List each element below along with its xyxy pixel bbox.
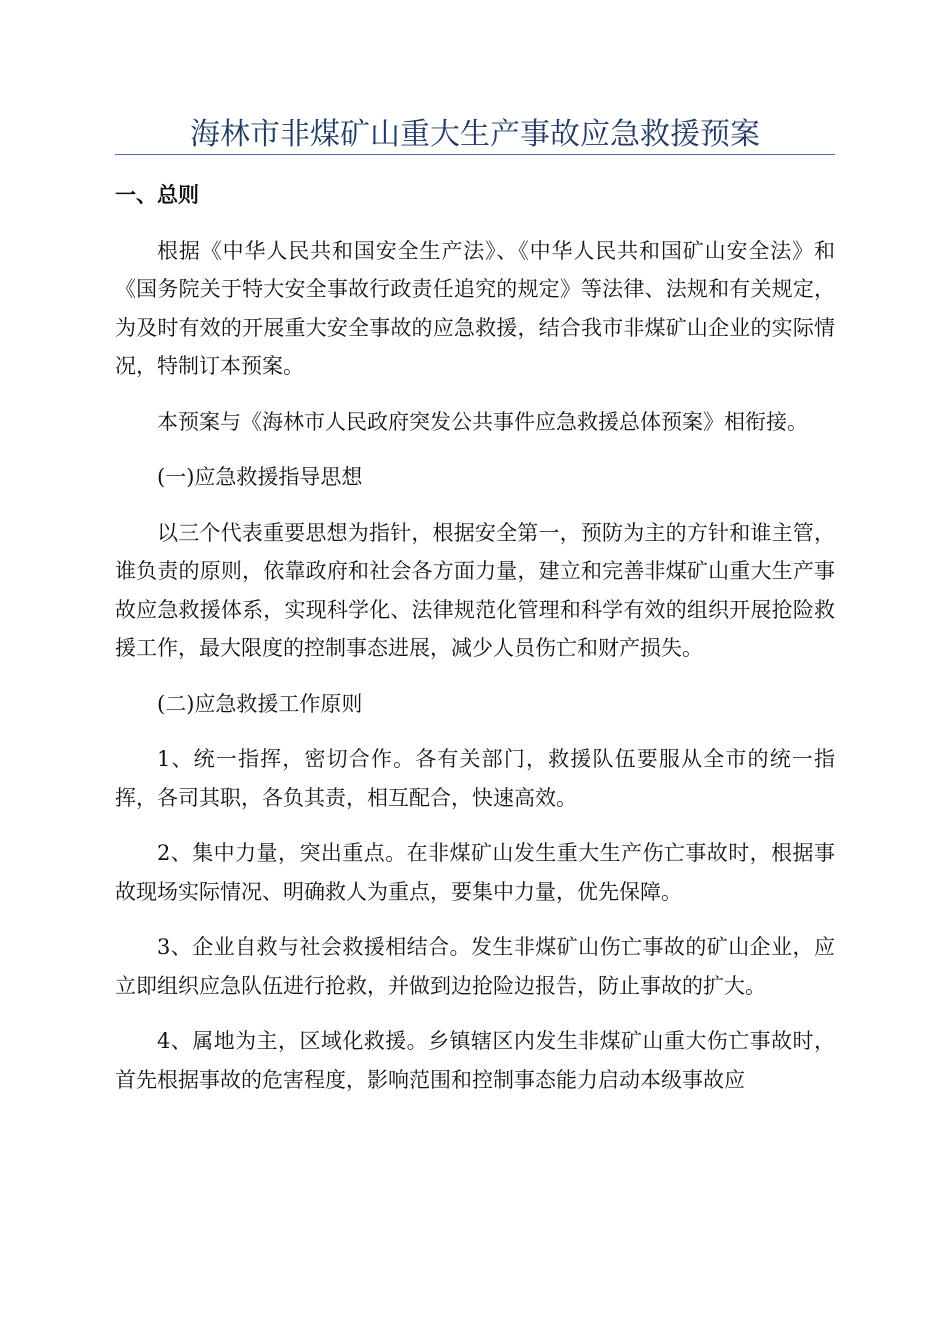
paragraph-principle-2: 2、集中力量，突出重点。在非煤矿山发生重大生产伤亡事故时，根据事故现场实际情况、明确救人为重点，要集中力量，优先保障。	[115, 841, 835, 904]
paragraph-guiding-ideology: 以三个代表重要思想为指针，根据安全第一，预防为主的方针和谁主管，谁负责的原则，依靠政府和社会各方面力量，建立和完善非煤矿山重大生产事故应急救援体系，实现科学化、法律规范化管理和科学有效的组织开展抢险救援工作，最大限度的控制事态进展，减少人员伤亡和财产损失。	[115, 520, 835, 660]
paragraph-principle-3: 3、企业自救与社会救援相结合。发生非煤矿山伤亡事故的矿山企业，应立即组织应急队伍进行抢救，并做到边抢险边报告，防止事故的扩大。	[115, 935, 835, 998]
subheading-work-principles: (二)应急救援工作原则	[157, 691, 363, 716]
title-underline	[115, 154, 835, 155]
paragraph-legal-basis: 根据《中华人民共和国安全生产法》、《中华人民共和国矿山安全法》和《国务院关于特大安全事故行政责任追究的规定》等法律、法规和有关规定，为及时有效的开展重大安全事故的应急救援，结合我市非煤矿山企业的实际情况，特制订本预案。	[115, 238, 835, 378]
document-body	[115, 176, 835, 1116]
paragraph-principle-1: 1、统一指挥，密切合作。各有关部门，救援队伍要服从全市的统一指挥，各司其职，各负其责，相互配合，快速高效。	[115, 747, 835, 810]
paragraph-principle-4: 4、属地为主，区域化救援。乡镇辖区内发生非煤矿山重大伤亡事故时，首先根据事故的危害程度，影响范围和控制事态能力启动本级事故应	[115, 1029, 835, 1092]
subheading-guiding-ideology: (一)应急救援指导思想	[157, 465, 363, 489]
paragraph-connection: 本预案与《海林市人民政府突发公共事件应急救援总体预案》相衔接。	[157, 409, 808, 434]
document-title: 海林市非煤矿山重大生产事故应急救援预案	[190, 117, 760, 152]
section-heading-general: 一、总则	[115, 183, 199, 207]
